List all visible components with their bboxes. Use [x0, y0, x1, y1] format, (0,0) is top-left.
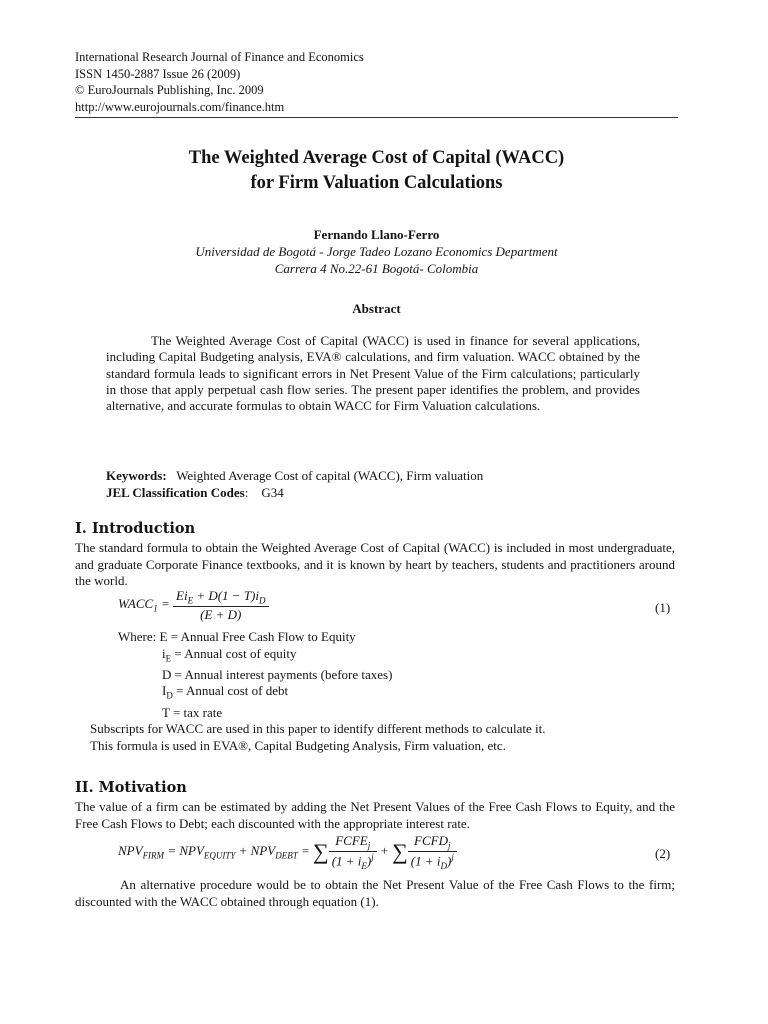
where-line-3: D = Annual interest payments (before taxes) [162, 666, 393, 682]
journal-url: http://www.eurojournals.com/finance.htm [75, 99, 285, 114]
author-name: Fernando Llano-Ferro [313, 227, 440, 242]
equation-2-number: (2) [655, 846, 671, 861]
where-line-4: $I_D$ = Annual cost of debt [162, 683, 289, 701]
keywords-block: Keywords: Weighted Average Cost of capital (WACC), Firm valuation JEL Classification Codes: G34 [106, 468, 484, 500]
abstract-heading: Abstract [352, 301, 401, 316]
header-rule [75, 117, 678, 118]
keywords-label: Keywords: [106, 468, 167, 483]
variable-definitions [90, 629, 546, 754]
equation-1: $WACC_1$ = $\frac{Ei_E + D(1 - T)i_D}{(E + D)}$ [118, 588, 269, 623]
note-usage: This formula is used in EVA®, Capital Budgeting Analysis, Firm valuation, etc. [90, 737, 506, 753]
affiliation-line-2: Carrera 4 No.22-61 Bogotá- Colombia [274, 261, 479, 276]
motivation-paragraph-1: The value of a firm can be estimated by adding the Net Present Values of the Free Cash Flows to Equity, and the Free Cash Flows to Debt; each discounted with the appropriate interest rate. [75, 799, 675, 831]
abstract-text: The Weighted Average Cost of Capital (WACC) is used in finance for several applications, including Capital Budgeting analysis, EVA® calculations, and firm valuation. WACC obtained by the standard formula leads to significant errors in Net Present Value of the Firm calculations; particularly in those that apply perpetual cash flow series. The present paper identifies the problem, and provides alternative, and accurate formulas to obtain WACC for Firm Valuation calculations. [106, 333, 640, 414]
note-subscripts: Subscripts for WACC are used in this paper to identify different methods to calculate it. [90, 721, 546, 737]
title-line-1: The Weighted Average Cost of Capital (WACC) [188, 148, 565, 168]
keywords-value: Weighted Average Cost of capital (WACC), Firm valuation [176, 468, 484, 483]
where-line-1: Where: E = Annual Free Cash Flow to Equity [118, 629, 356, 644]
author-affiliation [75, 243, 678, 277]
paper-title [75, 146, 678, 196]
title-line-2: for Firm Valuation Calculations [250, 173, 503, 193]
jel-label: JEL Classification Codes [106, 485, 245, 500]
introduction-paragraph: The standard formula to obtain the Weighted Average Cost of Capital (WACC) is included in most undergraduate, and graduate Corporate Finance textbooks, and it is known by heart by teachers, students and practitioners around the world. [75, 540, 675, 588]
where-line-5: T = tax rate [162, 704, 223, 720]
abstract-body [106, 333, 640, 414]
equation-1-number: (1) [655, 600, 671, 615]
equation-2: $NPV_{FIRM} = NPV_{EQUITY} + NPV_{DEBT}$ = ∑ $\frac{FCFE_j}{(1 + i_E)^j}$ + ∑ $\frac{FCFD_j}{(1 + i_D)^j}$ [118, 833, 457, 871]
motivation-paragraph-2: An alternative procedure would be to obtain the Net Present Value of the Free Cash Flows to the firm; discounted with the WACC obtained through equation (1). [75, 877, 675, 909]
journal-header [75, 49, 678, 115]
introduction-heading: I. Introduction [75, 520, 196, 537]
jel-value: G34 [261, 485, 284, 500]
motivation-heading: II. Motivation [75, 779, 187, 796]
where-line-2: $i_E$ = Annual cost of equity [162, 645, 297, 664]
issn: ISSN 1450-2887 Issue 26 (2009) [75, 66, 241, 81]
journal-name: International Research Journal of Finance and Economics [75, 50, 364, 64]
affiliation-line-1: Universidad de Bogotá - Jorge Tadeo Lozano Economics Department [195, 244, 558, 259]
copyright: © EuroJournals Publishing, Inc. 2009 [75, 83, 264, 97]
